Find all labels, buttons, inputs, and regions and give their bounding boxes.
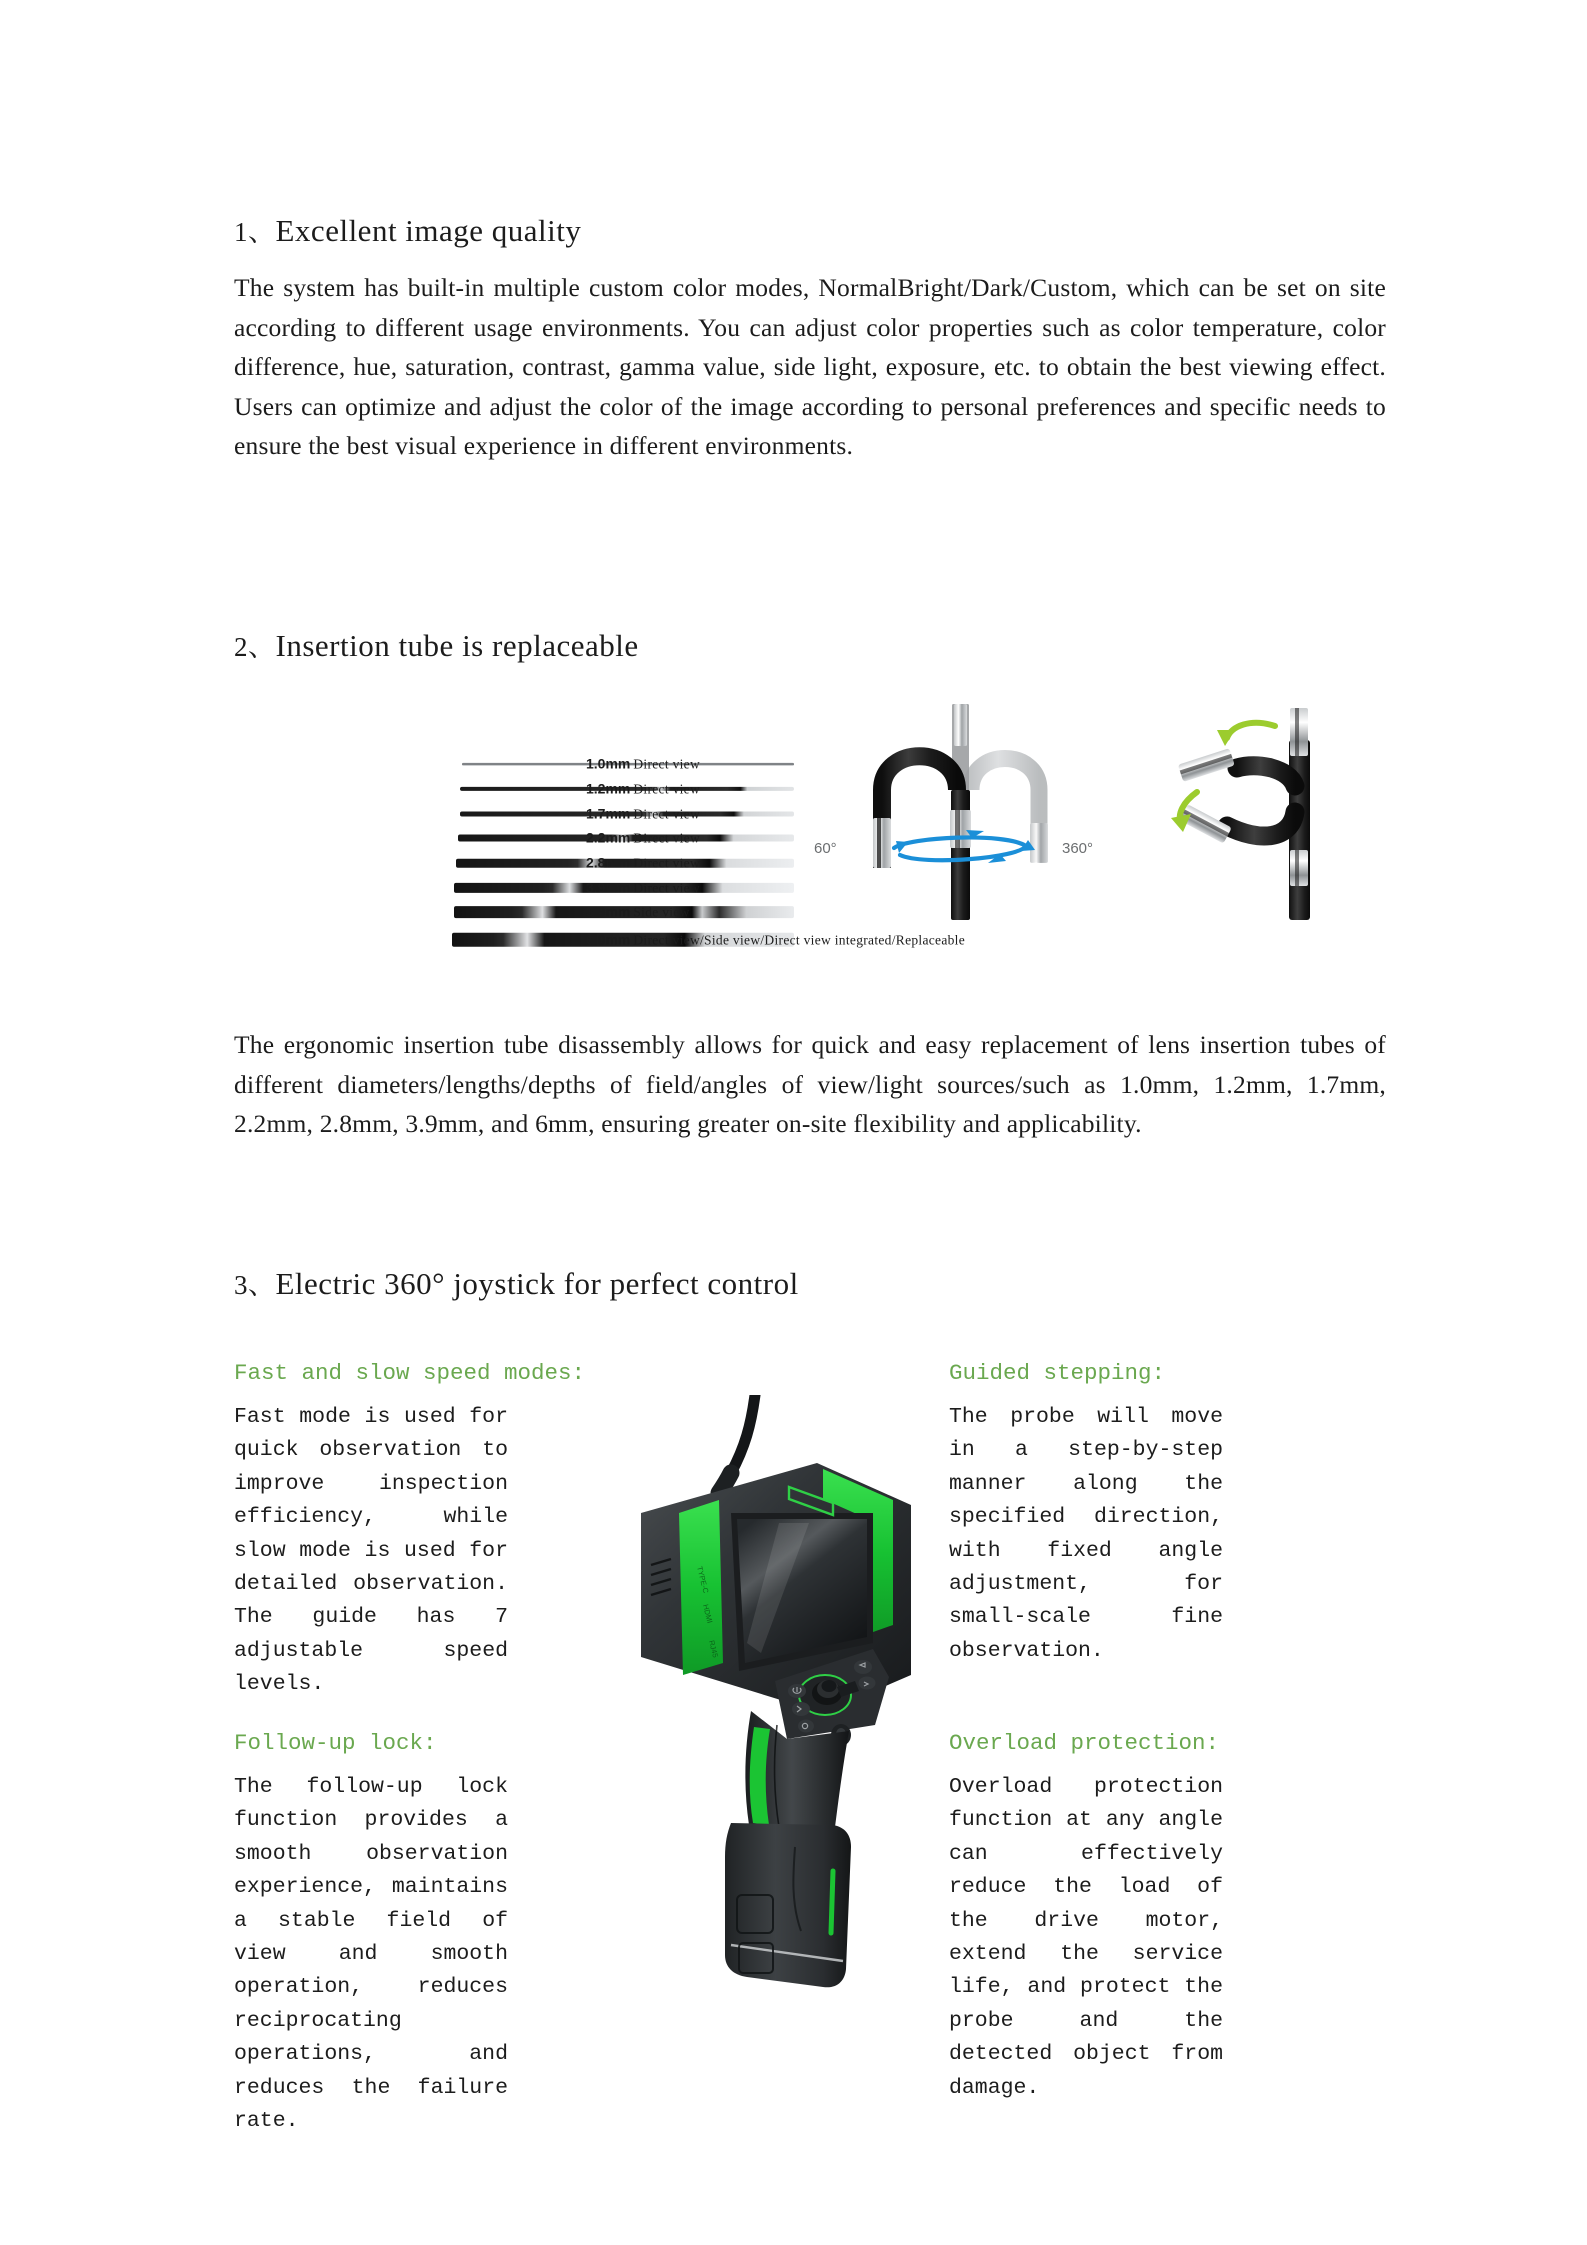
section-3-title: Electric 360° joystick for perfect control	[275, 1266, 799, 1301]
tube-diameter: 3.9mm	[586, 879, 631, 896]
probe-bending-figure	[1139, 690, 1389, 920]
tube-view-type: Side view	[633, 904, 690, 920]
section-1-body: The system has built-in multiple custom color modes, NormalBright/Dark/Custom, which can be set on site according to different usage environments. You can adjust color properties such as color temperature, color difference, hue, saturation, contrast, gamma value, side light, exposure, etc. to obtain the best viewing effect. Users can optimize and adjust the color of the image according to personal preferences and specific needs to ensure the best visual experience in different environments.	[234, 273, 1386, 460]
section-2-number: 2、	[234, 632, 276, 662]
tube-diameter: 2.8mm	[586, 854, 631, 871]
tube-row	[234, 900, 794, 925]
tube-diameter: 2.2mm	[586, 829, 631, 846]
tube-row	[234, 826, 794, 851]
tube-view-type: Direct view	[633, 756, 701, 772]
feature-overload-protection	[949, 1730, 1223, 2138]
tube-diameter-list	[234, 752, 966, 955]
feature-follow-up-lock-body: The follow-up lock function provides a smooth observation experience, maintains a stable field of view and smooth operation, reduces reciprocating operations, and reduces the failure rate.	[234, 1775, 508, 2134]
section-2-heading	[234, 627, 639, 666]
tube-diameter: 1.2mm	[586, 780, 631, 797]
svg-text:TYPE-C: TYPE-C	[695, 1565, 711, 1595]
feature-follow-up-lock-heading: Follow-up lock:	[234, 1730, 437, 1756]
tube-label	[586, 904, 690, 921]
tube-view-type: Direct view	[633, 830, 701, 846]
tube-row	[234, 801, 794, 826]
articulation-rotation-svg	[814, 690, 1114, 920]
section-1-title: Excellent image quality	[275, 213, 582, 248]
borescope-device-svg	[627, 1395, 937, 2055]
feature-follow-up-lock	[234, 1730, 508, 2172]
tube-label	[586, 931, 965, 948]
svg-text:HDMI: HDMI	[701, 1603, 715, 1625]
tube-diameter: 3.9mm	[586, 903, 631, 920]
tube-label	[586, 805, 700, 822]
svg-text:RJ45: RJ45	[707, 1639, 721, 1659]
antenna-cable	[731, 1395, 755, 1473]
tube-view-type: Direct view	[633, 806, 701, 822]
feature-fast-slow-body: Fast mode is used for quick observation to improve inspection efficiency, while slow mode is used for detailed observation. The guide has 7 adjustable speed levels.	[234, 1405, 508, 1697]
tube-label	[586, 830, 700, 847]
battery-status-led	[831, 1871, 833, 1933]
section-3-number: 3、	[234, 1270, 276, 1300]
section-2-body: The ergonomic insertion tube disassembly allows for quick and easy replacement of lens insertion tubes of different diameters/lengths/depths of field/angles of view/light sources/such as 1.0mm, 1.2mm, 1.7mm, 2.2mm, 2.8mm, 3.9mm, and 6mm, ensuring greater on-site flexibility and applicability.	[234, 1030, 1386, 1138]
feature-fast-slow-heading: Fast and slow speed modes:	[234, 1360, 586, 1386]
angle-60-label: 60°	[814, 840, 837, 857]
feature-guided-stepping	[949, 1360, 1223, 1702]
articulation-rotation-figure	[814, 690, 1114, 920]
feature-guided-stepping-heading: Guided stepping:	[949, 1360, 1166, 1386]
feature-overload-protection-body: Overload protection function at any angle can effectively reduce the load of the drive motor, extend the service life, and protect the probe and the detected object from damage.	[949, 1775, 1223, 2100]
feature-guided-stepping-body: The probe will move in a step-by-step manner along the specified direction, with fixed angle adjustment, for small-scale fine observation.	[949, 1405, 1223, 1663]
tube-label	[586, 855, 700, 872]
tube-view-type: Direct view	[633, 880, 701, 896]
feature-fast-slow	[234, 1360, 586, 1735]
tube-label	[586, 781, 700, 798]
feature-overload-protection-heading: Overload protection:	[949, 1730, 1220, 1756]
section-1-heading	[234, 212, 581, 251]
tube-label	[586, 756, 700, 773]
tube-diameter: 1.0mm	[586, 755, 631, 772]
battery-pack	[725, 1823, 851, 1987]
tube-view-type: Direct view/Side view/Direct view integrated/Replaceable	[633, 932, 966, 948]
borescope-device-image	[627, 1395, 937, 2055]
insertion-tube-figure	[234, 690, 1404, 980]
tube-view-type: Direct view	[633, 855, 701, 871]
angle-360-label: 360°	[1062, 840, 1094, 857]
tube-row	[234, 777, 794, 802]
section-3-heading	[234, 1265, 799, 1304]
tube-diameter: 1.7mm	[586, 805, 631, 822]
tube-row	[234, 851, 794, 876]
tube-label	[586, 879, 700, 896]
tube-row	[234, 875, 794, 900]
tube-row	[234, 752, 794, 777]
probe-bending-svg	[1139, 690, 1389, 920]
section-2-title: Insertion tube is replaceable	[275, 628, 639, 663]
tube-row	[234, 925, 966, 955]
tube-view-type: Direct view	[633, 781, 701, 797]
tube-diameter: 6.0mm	[586, 931, 631, 948]
section-1-number: 1、	[234, 217, 276, 247]
